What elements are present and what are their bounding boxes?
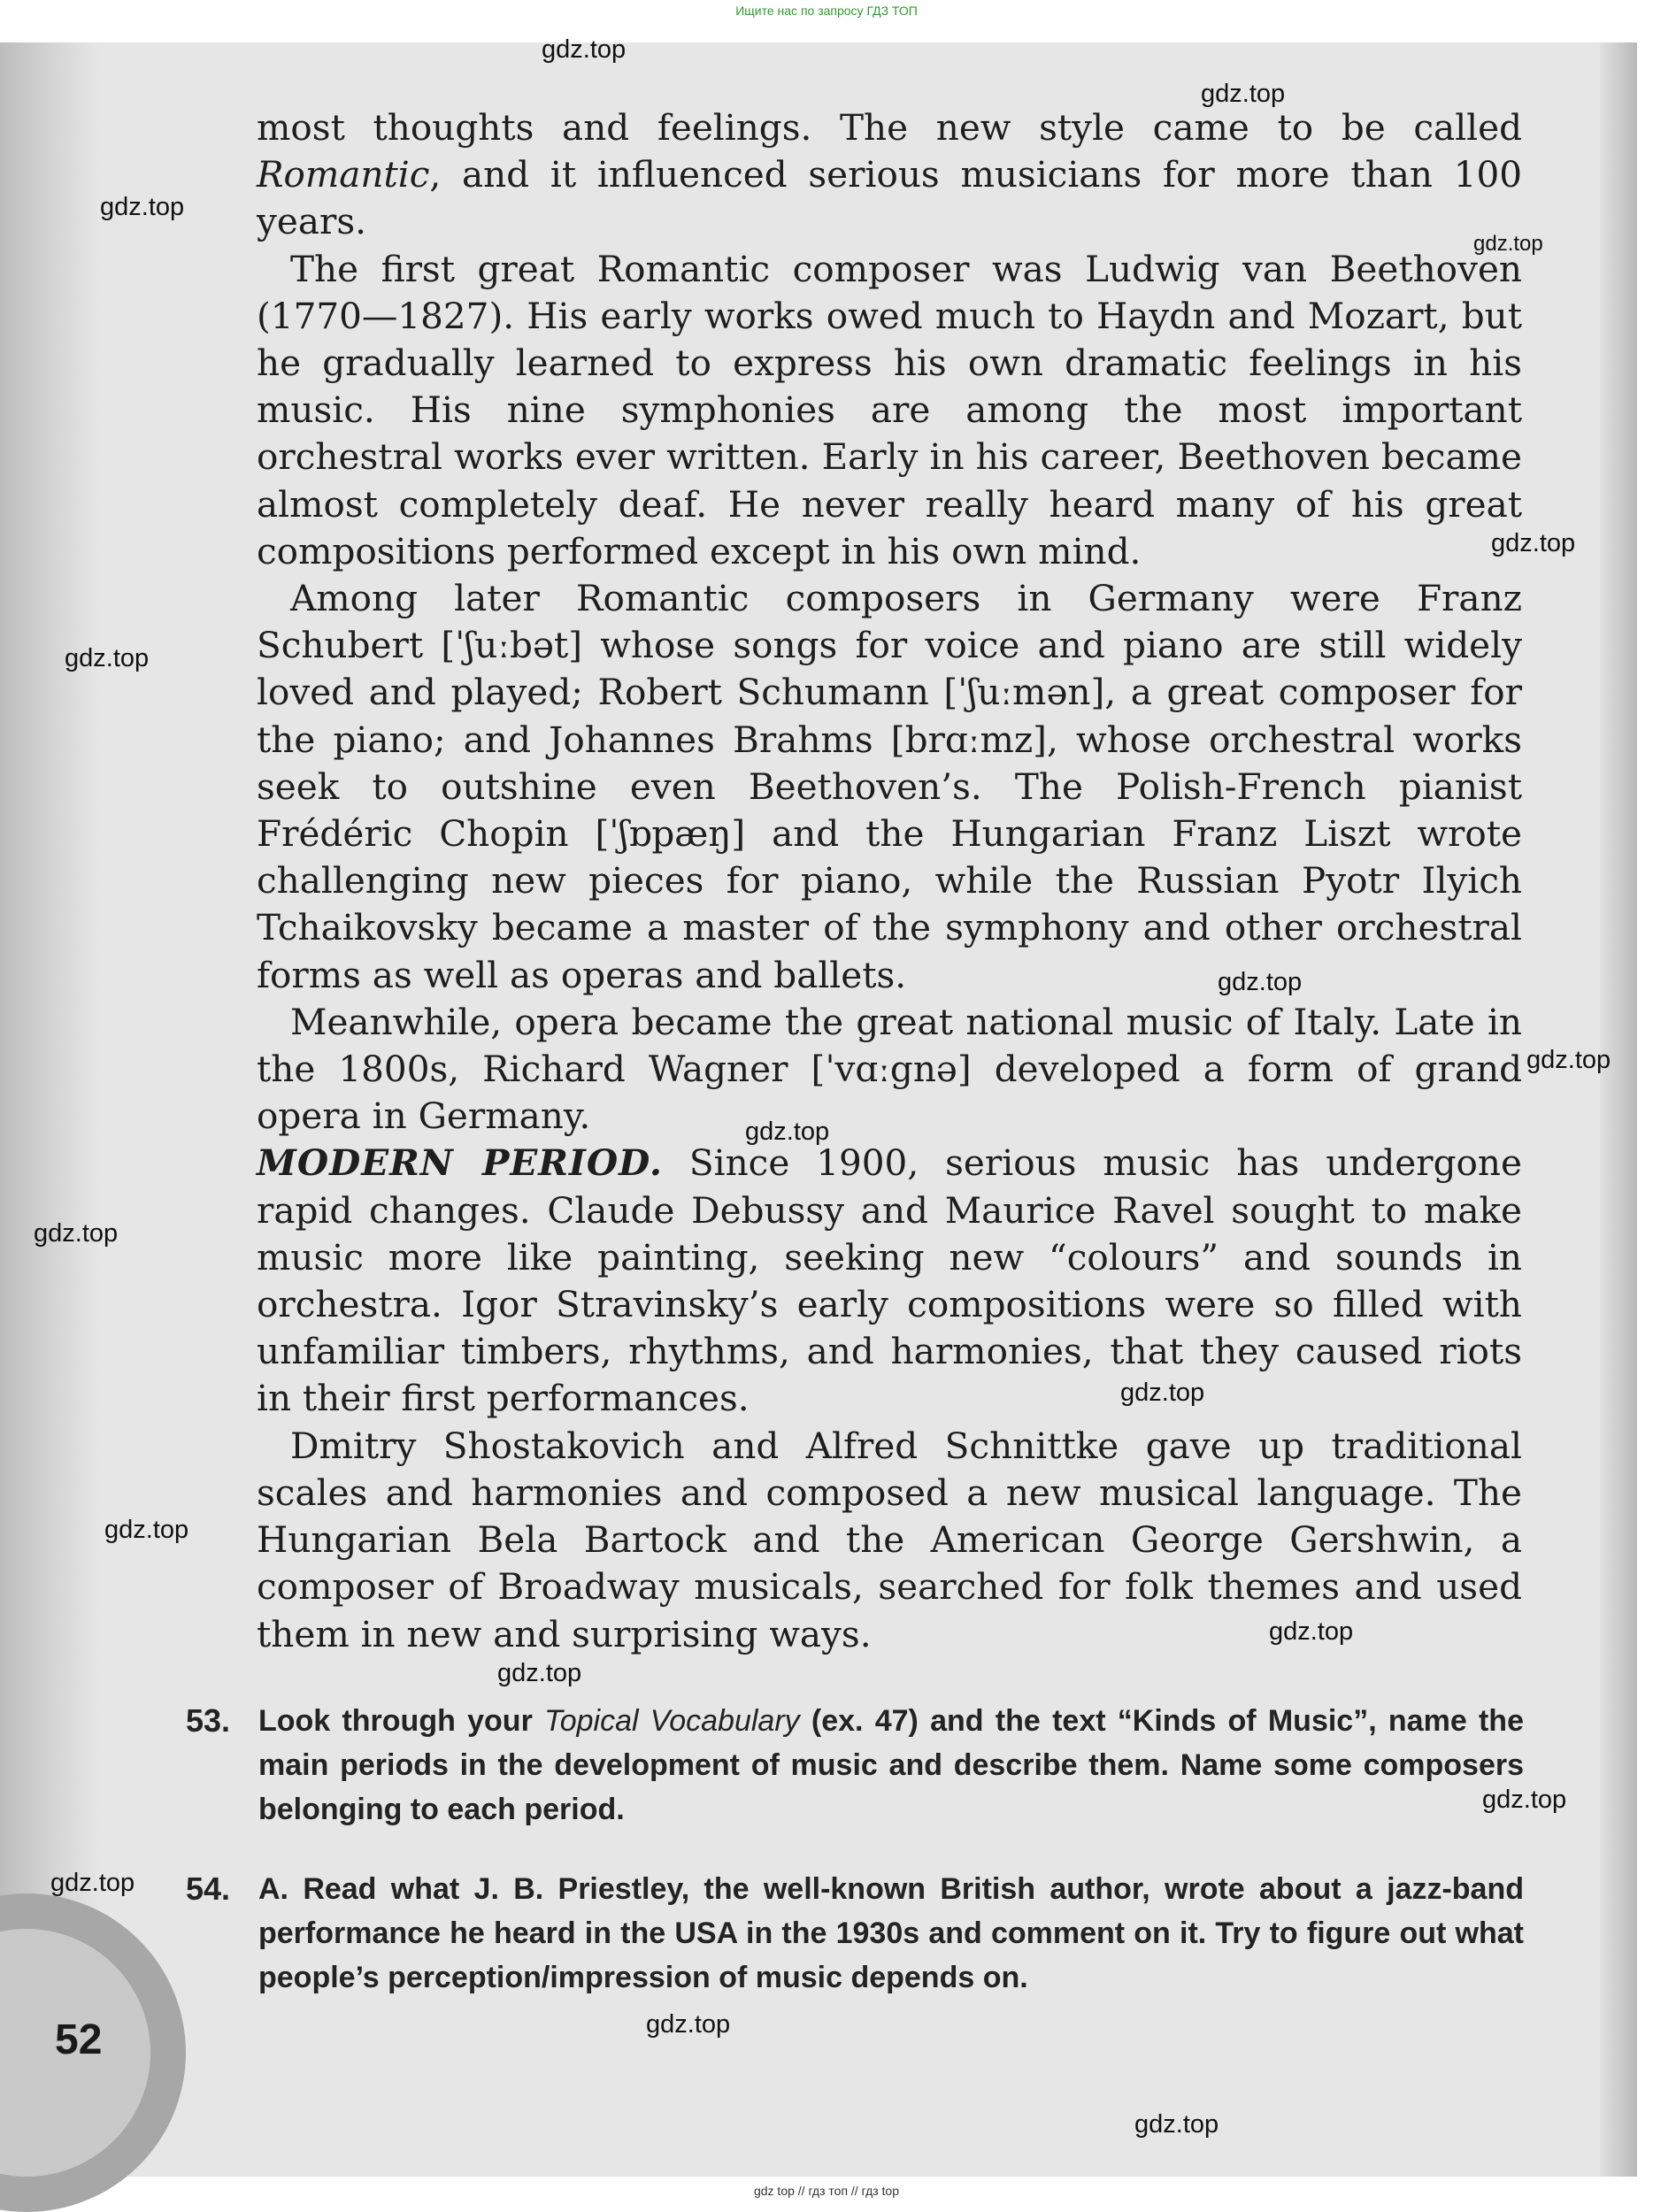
- paragraph: Meanwhile, opera became the great national music of Italy. Late in the 1800s, Richard Wagner [ˈvɑːgnə] developed a form of grand opera in Germany.: [257, 1000, 1522, 1138]
- page-number: 52: [55, 2016, 103, 2063]
- paragraph: MODERN PERIOD. Since 1900, serious music has undergone rapid changes. Claude Debussy and Maurice Ravel sought to make music more like painting, seeking new “colours” and sounds in orchestra. Igor Stravinsky’s early compositions were so filled with unfamiliar timbers, rhythms, and harmonies, that they caused riots in their first performances.: [257, 1141, 1522, 1420]
- watermark[interactable]: gdz.top: [1269, 1617, 1354, 1646]
- page-edge-shadow: [1600, 42, 1637, 2177]
- body-text: [257, 104, 1522, 1658]
- watermark[interactable]: gdz.top: [1526, 1046, 1611, 1074]
- watermark[interactable]: gdz.top: [1482, 1786, 1567, 1814]
- section-heading: MODERN PERIOD.: [257, 1141, 663, 1185]
- top-banner[interactable]: Ищите нас по запросу ГДЗ ТОП: [735, 4, 918, 18]
- exercise-text: Look through your Topical Vocabulary (ex. 47) and the text “Kinds of Music”, name the main periods in the development of music and describe them. Name some composers belonging to each period.: [258, 1704, 1524, 1826]
- paragraph: The first great Romantic composer was Ludwig van Beethoven (1770—1827). His early works owed much to Haydn and Mozart, but he gradually learned to express his own dramatic feelings in his music. His nine symphonies are among the most important orchestral works ever written. Early in his career, Beethoven became almost completely deaf. He never really heard many of his great compositions performed except in his own mind.: [257, 247, 1522, 572]
- watermark[interactable]: gdz.top: [646, 2010, 731, 2039]
- exercise-53: [186, 1699, 1524, 1832]
- watermark[interactable]: gdz.top: [542, 35, 627, 64]
- watermark[interactable]: gdz.top: [100, 193, 185, 221]
- watermark[interactable]: gdz.top: [65, 644, 150, 672]
- watermark[interactable]: gdz.top: [104, 1516, 189, 1544]
- exercise-number: 53.: [186, 1702, 231, 1739]
- watermark[interactable]: gdz.top: [34, 1219, 119, 1248]
- paragraph: most thoughts and feelings. The new style came to be called Romantic, and it influenced serious musicians for more than 100 years.: [257, 106, 1522, 243]
- exercise-54: [186, 1867, 1524, 2000]
- watermark[interactable]: gdz.top: [745, 1118, 830, 1146]
- watermark[interactable]: gdz.top: [50, 1869, 135, 1897]
- exercise-number: 54.: [186, 1870, 231, 1907]
- paragraph: Dmitry Shostakovich and Alfred Schnittke gave up traditional scales and harmonies and composed a new musical language. The Hungarian Bela Bartock and the American George Gershwin, a composer of Broadway musicals, searched for folk themes and used them in new and surprising ways.: [257, 1424, 1522, 1655]
- watermark[interactable]: gdz.top: [497, 1659, 582, 1687]
- watermark[interactable]: gdz.top: [1201, 80, 1286, 108]
- watermark[interactable]: gdz.top: [1491, 529, 1576, 557]
- exercise-text: A. Read what J. B. Priestley, the well-known British author, wrote about a jazz-band performance he heard in the USA in the 1930s and comment on it. Try to figure out what people’s perception/impression of music depends on.: [258, 1872, 1524, 1994]
- page-gutter-shadow: [0, 42, 99, 2177]
- watermark[interactable]: gdz.top: [1134, 2110, 1219, 2139]
- bottom-banner[interactable]: gdz top // гдз топ // гдз top: [753, 2184, 900, 2198]
- watermark[interactable]: gdz.top: [1120, 1379, 1205, 1407]
- paragraph: Among later Romantic composers in Germany were Franz Schubert [ˈʃuːbət] whose songs for voice and piano are still widely loved and played; Robert Schumann [ˈʃuːmən], a great composer for the piano; and Johannes Brahms [brɑːmz], whose orchestral works seek to outshine even Beethoven’s. The Polish-French pianist Frédéric Chopin [ˈʃɒpæŋ] and the Hungarian Franz Liszt wrote challenging new pieces for piano, while the Russian Pyotr Ilyich Tchaikovsky became a master of the symphony and other orchestral forms as well as operas and ballets.: [257, 577, 1522, 996]
- watermark[interactable]: gdz.top: [1218, 968, 1303, 996]
- watermark[interactable]: gdz.top: [1473, 232, 1543, 256]
